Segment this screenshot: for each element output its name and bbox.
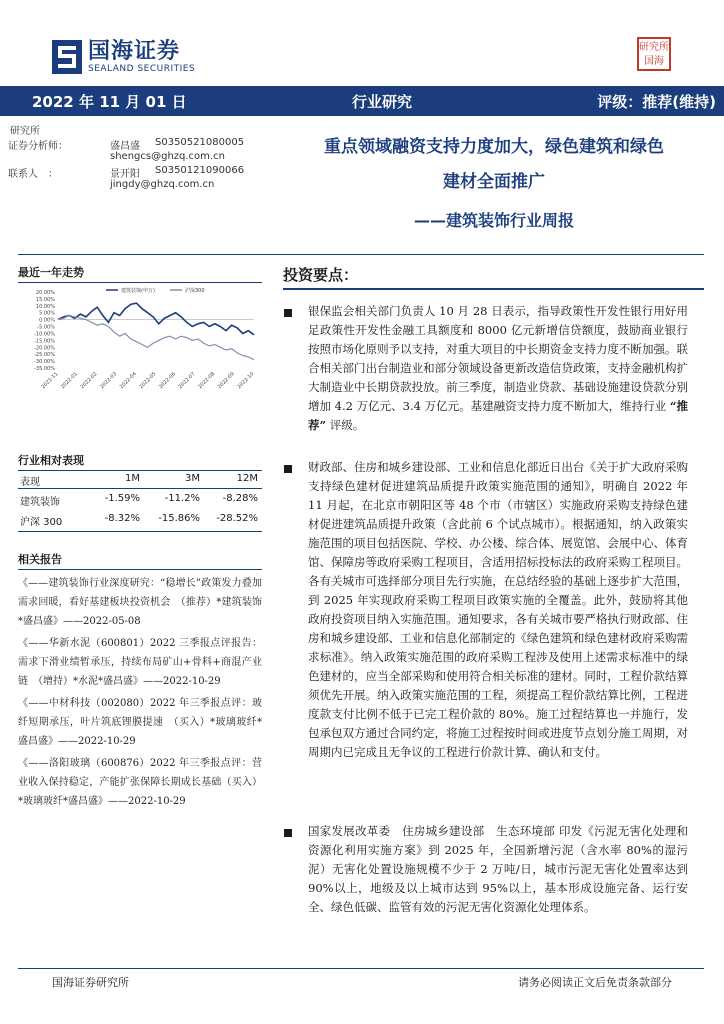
table-cell: -11.2% (164, 493, 200, 504)
table-cell: -8.28% (222, 493, 258, 504)
bullet-icon (284, 829, 292, 837)
table-cell: 沪深 300 (20, 517, 63, 528)
table-divider (18, 531, 262, 532)
reports-heading: 相关报告 (18, 551, 262, 570)
table-header: 表现 (20, 477, 40, 488)
key-points-heading: 投资要点： (283, 266, 359, 284)
trend-chart-svg (18, 284, 262, 398)
x-tick-label: 2022-07 (177, 371, 197, 391)
y-tick-label: 20.00% (35, 290, 55, 296)
report-title-line2: 建材全面推广 (443, 172, 545, 192)
report-link[interactable]: 《——中材科技（002080）2022 年三季报点评：玻纤短期承压，叶片筑底锂膜提速 （买入）*玻璃玻纤*盛昌盛》——2022-10-29 (18, 698, 262, 747)
series-line (58, 303, 254, 335)
rating-emphasis: “推荐” (308, 399, 688, 432)
table-header: 12M (236, 473, 258, 484)
y-tick-label: -5.00% (37, 324, 55, 331)
company-logo (52, 37, 195, 77)
contact-name: 景开阳 (110, 169, 140, 180)
chart-heading: 最近一年走势 (18, 264, 262, 283)
contact-cert: S0350121090066 (155, 165, 245, 176)
table-header: 1M (125, 473, 140, 484)
analyst-cert: S0350521080005 (155, 137, 245, 148)
table-cell: 建筑装饰 (20, 497, 60, 508)
table-cell: -8.32% (104, 513, 140, 524)
x-tick-label: 2022-08 (197, 371, 217, 391)
table-row (18, 510, 262, 530)
key-point-text: 银保监会相关部门负责人 10 月 28 日表示，指导政策性开发性银行用好用足政策性开发性金融工具额度和 8000 亿元新增信贷额度，鼓励商业银行按照市场化原则予以支持，对重大项目的中长期资金支持力度不断加强。联合相关部门出台制造业和部分领域设备更新改造信贷政策，支持金融机构扩大制造业中长期贷款投放。前三季度，制造业贷款、基础设施建设贷款分别增加 4.2 万亿元、3.4 万亿元。基建融资支持力度不断加大，维持行业 (308, 304, 688, 413)
table-header-row (18, 470, 262, 490)
institute-label: 研究所 (10, 126, 40, 137)
analyst-role: 证券分析师： (8, 141, 68, 152)
y-tick-label: -35.00% (34, 366, 55, 372)
key-points-divider (283, 288, 704, 290)
research-seal: 研究所 国海 (637, 37, 671, 71)
trend-chart (18, 284, 262, 398)
bullet-icon (284, 465, 292, 473)
key-point-tail: 评级。 (326, 418, 365, 432)
table-cell: -1.59% (104, 493, 140, 504)
legend-label: 建筑装饰(申万) (121, 288, 155, 294)
y-tick-label: 15.00% (35, 296, 55, 303)
divider (18, 254, 704, 255)
table-cell: -28.52% (216, 513, 258, 524)
footer-disclaimer: 请务必阅读正文后免责条款部分 (518, 976, 672, 989)
x-tick-label: 2022-09 (216, 371, 236, 391)
y-tick-label: 5.00% (39, 310, 55, 317)
related-reports (18, 574, 262, 811)
header-band (0, 86, 724, 116)
report-link[interactable]: 《——华新水泥（600801）2022 三季报点评报告：需求下滑业绩暂承压，持续布局矿山+骨料+商混产业链 （增持）*水泥*盛昌盛》——2022-10-29 (18, 638, 262, 687)
key-point-paragraph: 国家发展改革委 住房城乡建设部 生态环境部 印发《污泥无害化处理和资源化利用实施方案》到 2025 年，全国新增污泥（含水率 80%的湿污泥）无害化处置设施规模不少于 2 万吨/日，城市污泥无害化处置率达到 90%以上，地级及以上城市达到 95%以上，基本形成设施完备、运行安全、绿色低碳、监管有效的污泥无害化资源化处理体系。 (308, 824, 688, 914)
report-subtitle: ——建筑装饰行业周报 (413, 211, 574, 230)
y-tick-label: -30.00% (34, 359, 55, 366)
sealand-logo-icon (52, 40, 82, 74)
report-link[interactable]: 《——建筑装饰行业深度研究：“稳增长”政策发力叠加需求回暖，看好基建板块投资机会 （推荐）*建筑装饰*盛昌盛》——2022-05-08 (18, 578, 262, 627)
footer-institute: 国海证券研究所 (52, 976, 129, 989)
analyst-name: 盛昌盛 (110, 141, 140, 152)
x-tick-label: 2022-02 (79, 371, 99, 391)
y-tick-label: -25.00% (34, 352, 55, 359)
performance-heading: 行业相对表现 (18, 452, 262, 471)
table-divider (18, 488, 262, 489)
report-link[interactable]: 《——洛阳玻璃（600876）2022 年三季报点评：营业收入保持稳定，产能扩张保障长期成长基础（买入）*玻璃玻纤*盛昌盛》——2022-10-29 (18, 758, 262, 807)
company-name-en: SEALAND SECURITIES (88, 64, 196, 74)
series-line (58, 316, 254, 360)
y-tick-label: 10.00% (35, 303, 55, 310)
report-date: 2022 年 11 月 01 日 (32, 93, 187, 111)
y-tick-label: -15.00% (34, 338, 55, 345)
x-tick-label: 2022-06 (157, 371, 178, 391)
key-point-paragraph: 财政部、住房和城乡建设部、工业和信息化部近日出台《关于扩大政府采购支持绿色建材促进建筑品质提升政策实施范围的通知》，明确自 2022 年 11 月起，在北京市朝阳区等 48 个市（市辖区）实施政府采购支持绿色建材促进建筑品质提升政策（含此前 6 个试点城市）。根据通知，纳入政策实施范围的项目包括医院、学校、办公楼、综合体、展览馆、会展中心、体育馆、保障房等政府采购工程项目，含适用招标投标法的政府采购工程项目。各有关城市可选择部分项目先行实施，在总结经验的基础上逐步扩大范围，到 2025 年实现政府采购工程项目政策实施的全覆盖。此外，鼓励将其他政府投资项目纳入实施范围。通知要求，各有关城市要严格执行财政部、住房和城乡建设部、工业和信息化部制定的《绿色建筑和绿色建材政府采购需求标准》。纳入政策实施范围的政府采购工程涉及使用上述需求标准中的绿色建材的，应当全部采购和使用符合相关标准的建材。同时，工程价款结算须优先开展。纳入政策实施范围的工程，须提高工程价款结算比例，工程进度款支付比例不低于已完工程价款的 80%。施工过程结算也一并施行，发包承包双方通过合同约定，将施工过程按时间或进度节点划分施工周期，对周期内已完成且无争议的工程进行价款计算、确认和支付。 (308, 460, 688, 759)
footer-divider (18, 968, 704, 969)
y-tick-label: 0.00% (39, 317, 55, 324)
y-tick-label: -10.00% (34, 331, 55, 338)
report-title-line1: 重点领域融资支持力度加大，绿色建筑和绿色 (324, 137, 664, 157)
bullet-icon (284, 309, 292, 317)
rating-label: 评级：推荐(维持) (597, 93, 716, 111)
x-tick-label: 2022-10 (236, 371, 256, 391)
x-tick-label: 2021-11 (40, 371, 60, 391)
table-cell: -15.86% (158, 513, 200, 524)
table-row (18, 490, 262, 510)
report-title (284, 130, 704, 200)
x-tick-label: 2022-01 (59, 371, 80, 391)
table-header: 3M (185, 473, 200, 484)
y-tick-label: -20.00% (34, 345, 55, 352)
x-tick-label: 2022-04 (118, 371, 138, 391)
company-name-cn: 国海证券 (88, 39, 181, 64)
contact-role: 联系人 ： (8, 169, 58, 180)
analyst-email[interactable]: shengcs@ghzq.com.cn (110, 151, 225, 162)
legend-label: 沪深300 (185, 288, 205, 294)
x-tick-label: 2022-03 (99, 371, 119, 391)
contact-email[interactable]: jingdy@ghzq.com.cn (110, 179, 215, 190)
x-tick-label: 2022-05 (138, 371, 158, 391)
key-point-paragraph (308, 302, 688, 435)
report-type: 行业研究 (352, 93, 413, 111)
